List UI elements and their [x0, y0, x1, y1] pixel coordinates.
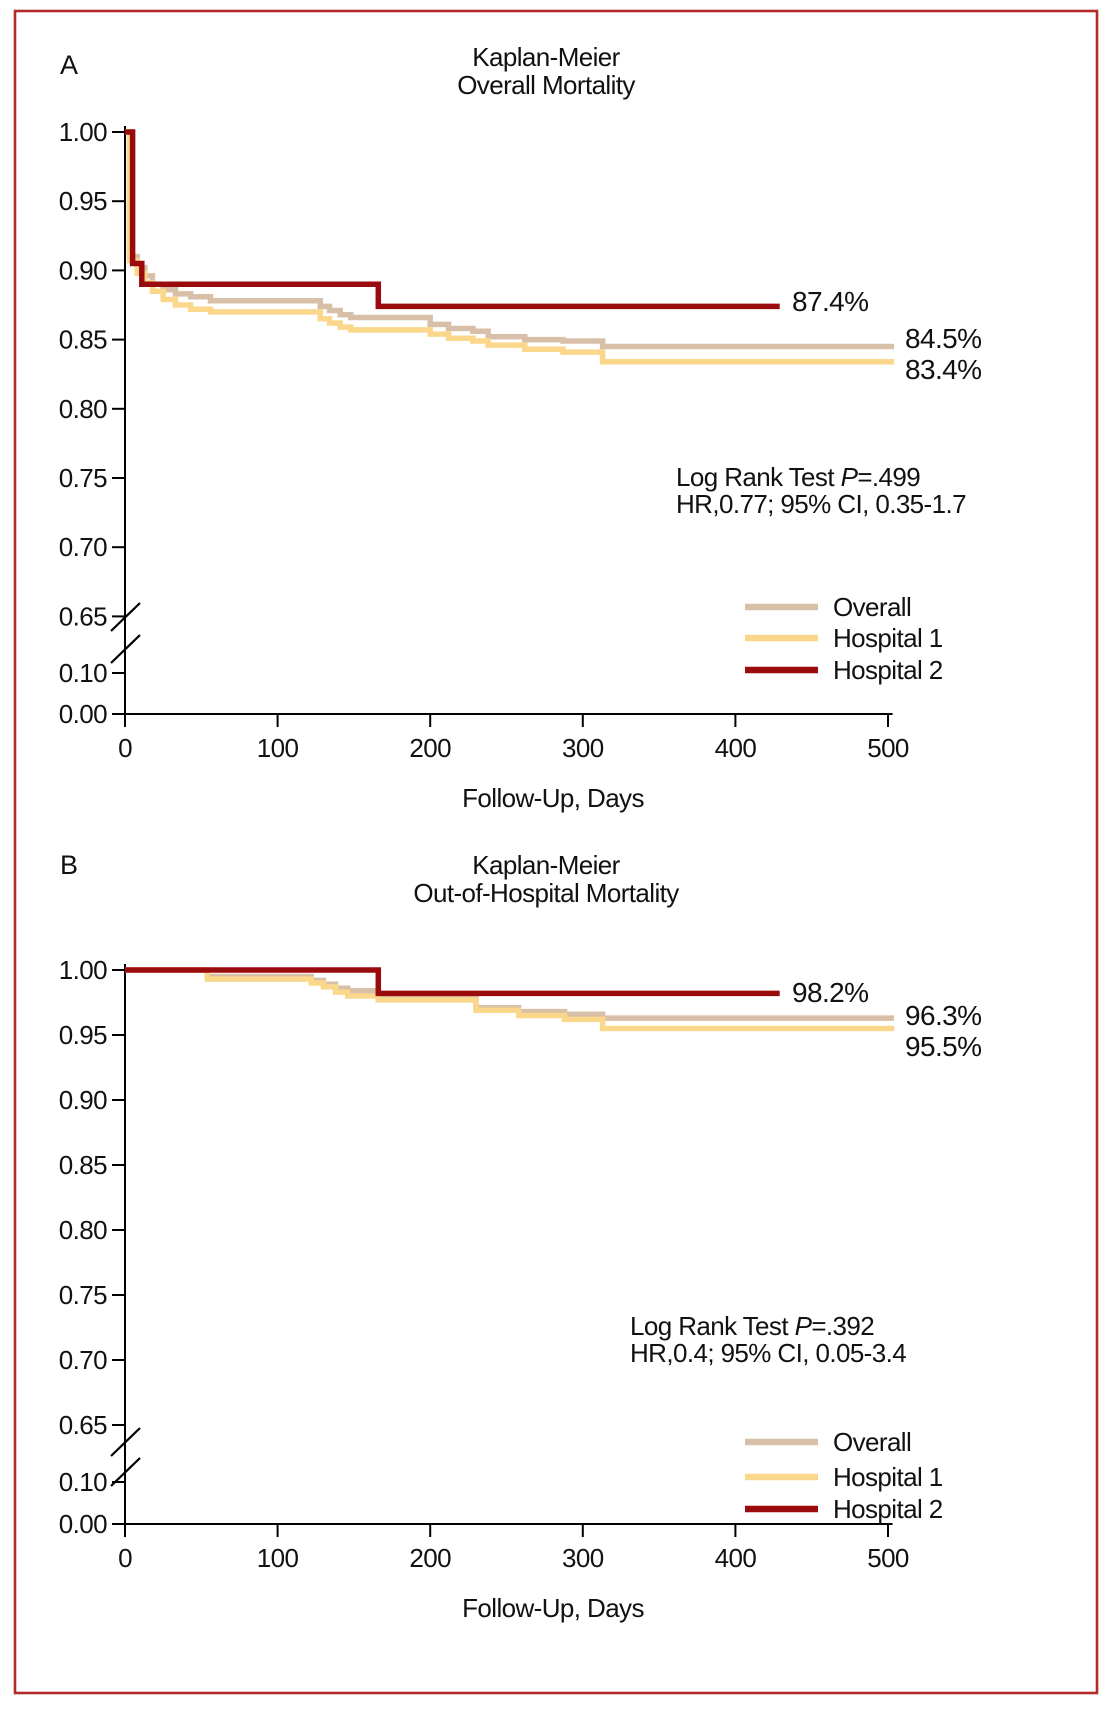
x-tick-label: 400: [714, 1543, 757, 1573]
end-label-hospital-2: 87.4%: [792, 286, 869, 317]
y-tick-label: 0.85: [58, 1150, 107, 1180]
legend-label-hospital-2: Hospital 2: [833, 1494, 943, 1524]
x-tick-label: 300: [562, 733, 604, 763]
y-tick-label: 0.10: [58, 658, 107, 688]
y-tick-label: 0.90: [58, 1085, 107, 1115]
y-tick-label: 0.80: [58, 1215, 107, 1245]
y-tick-label: 1.00: [58, 117, 107, 147]
end-label-hospital-2: 98.2%: [792, 977, 869, 1008]
x-tick-label: 100: [256, 1543, 299, 1573]
end-label-hospital-1: 83.4%: [905, 354, 982, 385]
x-tick-label: 400: [714, 733, 757, 763]
x-tick-label: 300: [562, 1543, 604, 1573]
x-tick-label: 500: [867, 1543, 909, 1573]
panel-a-stats-line2: HR,0.77; 95% CI, 0.35-1.7: [676, 489, 966, 519]
legend-label-overall: Overall: [833, 1427, 912, 1457]
panel-letter-a: A: [60, 50, 78, 80]
end-label-hospital-1: 95.5%: [905, 1031, 982, 1062]
legend-label-overall: Overall: [833, 592, 912, 622]
panel-b-plot-area: [59, 955, 982, 1573]
y-tick-label: 0.65: [58, 1410, 107, 1440]
panel-b-stats-line1: Log Rank Test P=.392: [630, 1311, 875, 1341]
end-label-overall: 96.3%: [905, 1000, 982, 1031]
y-tick-label: 1.00: [58, 955, 107, 985]
x-tick-label: 200: [409, 1543, 451, 1573]
y-tick-label: 0.70: [58, 1345, 107, 1375]
y-tick-label: 0.00: [58, 1509, 107, 1539]
legend-label-hospital-2: Hospital 2: [833, 655, 943, 685]
y-tick-label: 0.00: [58, 699, 107, 729]
panel-a-title-line2: Overall Mortality: [457, 70, 635, 100]
x-tick-label: 0: [118, 1543, 132, 1573]
survival-curve-hospital-1: [125, 132, 894, 362]
x-tick-label: 100: [256, 733, 299, 763]
y-tick-label: 0.85: [58, 324, 107, 355]
y-tick-label: 0.95: [58, 186, 107, 217]
panel-a-plot-area: [59, 117, 982, 763]
panel-a-stats-line1: Log Rank Test P=.499: [676, 462, 921, 492]
panel-out-of-hospital-mortality: [59, 850, 982, 1623]
panel-b-title-line2: Out-of-Hospital Mortality: [413, 878, 679, 908]
panel-letter-b: B: [60, 850, 78, 880]
y-tick-label: 0.65: [58, 601, 107, 632]
y-tick-label: 0.80: [58, 393, 107, 424]
panel-a-title-line1: Kaplan-Meier: [472, 42, 620, 72]
y-tick-label: 0.75: [58, 463, 107, 493]
panel-b-x-axis-title: Follow-Up, Days: [462, 1593, 644, 1623]
end-label-overall: 84.5%: [905, 323, 982, 354]
survival-curve-hospital-2: [125, 132, 780, 306]
y-tick-label: 0.75: [58, 1280, 107, 1310]
y-tick-label: 0.90: [58, 255, 107, 286]
y-tick-label: 0.95: [58, 1020, 107, 1050]
legend-label-hospital-1: Hospital 1: [833, 623, 943, 653]
panel-a-x-axis-title: Follow-Up, Days: [462, 783, 644, 813]
y-tick-label: 0.10: [58, 1467, 107, 1497]
panel-b-title-line1: Kaplan-Meier: [472, 850, 620, 880]
x-tick-label: 200: [409, 733, 451, 763]
y-tick-label: 0.70: [58, 532, 107, 563]
x-tick-label: 0: [118, 733, 132, 763]
x-tick-label: 500: [867, 733, 909, 763]
panel-overall-mortality: [59, 42, 982, 813]
legend-label-hospital-1: Hospital 1: [833, 1462, 943, 1492]
panel-b-stats-line2: HR,0.4; 95% CI, 0.05-3.4: [630, 1338, 907, 1368]
